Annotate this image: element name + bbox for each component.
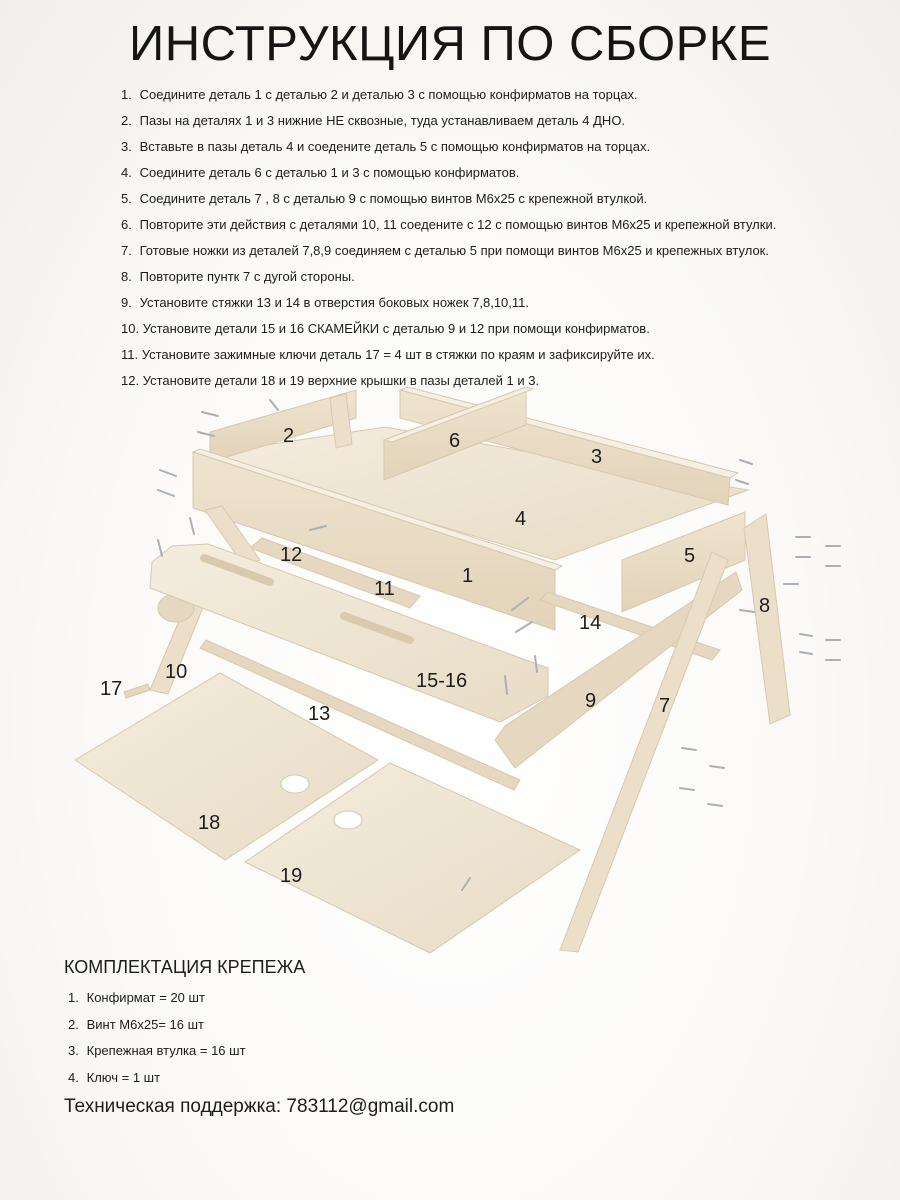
- kit-number: 3.: [68, 1043, 79, 1058]
- kit-item: [68, 989, 246, 1016]
- kit-text: Крепежная втулка = 16 шт: [86, 1043, 246, 1058]
- part-label: 7: [659, 695, 671, 717]
- part-label: 8: [759, 595, 771, 617]
- part-label: 15-16: [416, 670, 468, 692]
- part-label: 11: [374, 578, 395, 600]
- part-label: 4: [515, 508, 527, 530]
- step-text: Установите детали 15 и 16 СКАМЕЙКИ с деталью 9 и 12 при помощи конфирматов.: [142, 321, 650, 336]
- fasteners-kit-title: КОМПЛЕКТАЦИЯ КРЕПЕЖА: [64, 957, 306, 977]
- step-item: [121, 164, 776, 190]
- step-number: 4.: [121, 165, 132, 180]
- step-item: [121, 190, 776, 216]
- step-item: [121, 138, 776, 164]
- part-label: 3: [591, 446, 603, 468]
- step-text: Соедините деталь 6 с деталью 1 и 3 с помощью конфирматов.: [139, 165, 520, 180]
- step-item: [121, 112, 776, 138]
- part-label: 18: [198, 812, 221, 834]
- part-label: 1: [462, 565, 474, 587]
- part-label: 12: [280, 544, 303, 566]
- kit-text: Конфирмат = 20 шт: [86, 990, 205, 1005]
- step-item: [121, 268, 776, 294]
- step-text: Соедините деталь 1 с деталью 2 и деталью 3 с помощью конфирматов на торцах.: [139, 87, 638, 102]
- step-text: Установите зажимные ключи деталь 17 = 4 шт в стяжки по краям и зафиксируйте их.: [141, 347, 655, 362]
- part-label: 14: [579, 612, 602, 634]
- step-text: Повторите эти действия с деталями 10, 11 соедените с 12 с помощью винтов М6х25 и крепежной втулки.: [139, 217, 777, 232]
- part-label: 13: [308, 703, 331, 725]
- step-number: 5.: [121, 191, 132, 206]
- step-text: Повторите пунтк 7 с дугой стороны.: [139, 269, 355, 284]
- kit-item: [68, 1042, 246, 1069]
- assembly-steps: [121, 86, 776, 398]
- step-item: [121, 320, 776, 346]
- step-number: 10.: [121, 321, 140, 336]
- kit-item: [68, 1069, 246, 1096]
- part-label: 17: [100, 678, 123, 700]
- step-number: 12.: [121, 373, 140, 388]
- step-item: [121, 216, 776, 242]
- step-number: 1.: [121, 87, 132, 102]
- step-text: Соедините деталь 7 , 8 с деталью 9 с помощью винтов М6х25 с крепежной втулкой.: [139, 191, 648, 206]
- kit-number: 1.: [68, 990, 79, 1005]
- step-number: 11.: [121, 347, 139, 362]
- part-8-leg: [744, 514, 790, 724]
- kit-text: Винт М6х25= 16 шт: [86, 1016, 204, 1032]
- step-text: Установите стяжки 13 и 14 в отверстия боковых ножек 7,8,10,11.: [139, 295, 530, 310]
- step-text: Пазы на деталях 1 и 3 нижние НЕ сквозные, туда устанавливаем деталь 4 ДНО.: [139, 113, 626, 128]
- part-label: 19: [280, 865, 303, 887]
- kit-number: 4.: [68, 1069, 79, 1085]
- part-label: 10: [165, 661, 188, 683]
- part-label: 5: [684, 545, 696, 567]
- step-item: [121, 294, 776, 320]
- page-title: ИНСТРУКЦИЯ ПО СБОРКЕ: [129, 17, 771, 71]
- kit-item: [68, 1016, 246, 1043]
- kit-number: 2.: [68, 1016, 79, 1032]
- kit-text: Ключ = 1 шт: [86, 1069, 161, 1085]
- step-number: 9.: [121, 295, 132, 310]
- part-label: 2: [283, 425, 295, 447]
- part-label: 6: [449, 430, 461, 452]
- step-number: 8.: [121, 269, 132, 284]
- step-item: [121, 86, 776, 112]
- exploded-assembly-diagram: [0, 375, 900, 975]
- step-number: 7.: [121, 243, 132, 258]
- part-17-key: [124, 684, 150, 698]
- step-text: Установите детали 18 и 19 верхние крышки в пазы деталей 1 и 3.: [142, 373, 540, 388]
- step-number: 2.: [121, 113, 132, 128]
- step-text: Готовые ножки из деталей 7,8,9 соединяем с деталью 5 при помощи винтов М6х25 и крепежных втулок.: [139, 243, 769, 258]
- step-text: Вставьте в пазы деталь 4 и соедените деталь 5 с помощью конфирматов на торцах.: [139, 139, 651, 154]
- step-number: 3.: [121, 139, 132, 154]
- step-item: [121, 242, 776, 268]
- lid-hole: [281, 775, 309, 793]
- lid-hole: [334, 811, 362, 829]
- step-number: 6.: [121, 217, 132, 232]
- step-item: [121, 346, 776, 372]
- fasteners-kit-list: [68, 989, 246, 1095]
- tech-support-contact: Техническая поддержка: 783112@gmail.com: [64, 1096, 455, 1117]
- part-label: 9: [585, 690, 597, 712]
